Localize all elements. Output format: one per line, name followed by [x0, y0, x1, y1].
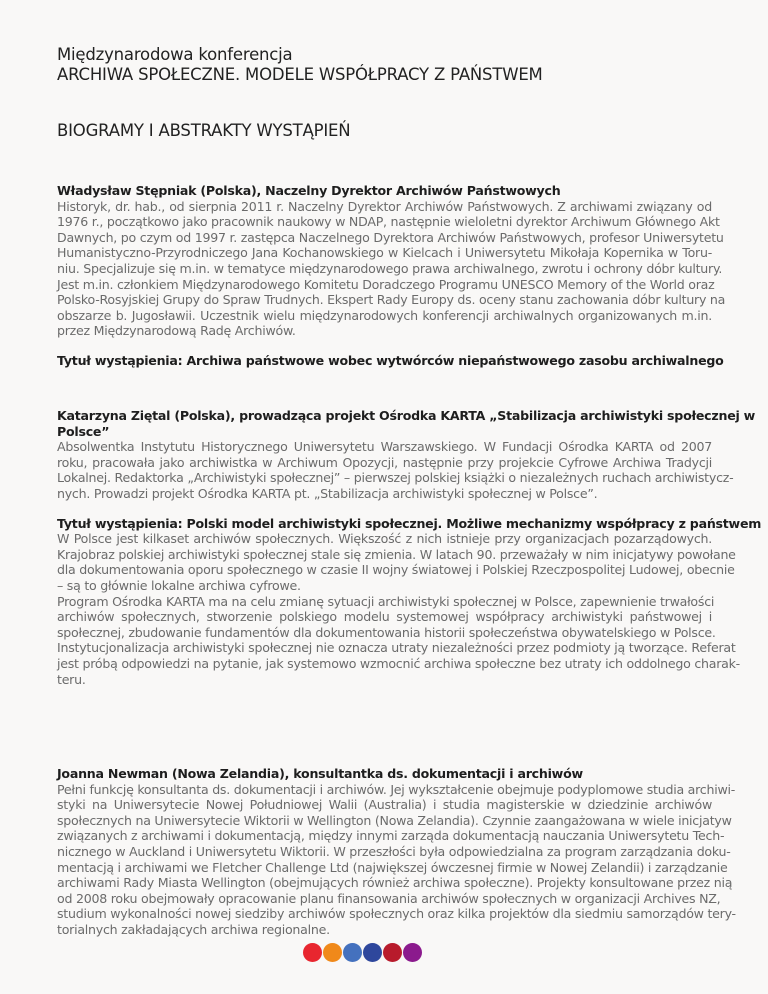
bio-line: Pełni funkcję konsultanta ds. dokumentacji i archiwów. Jej wykształcenie obejmuje podyplomowe studia archiwi-: [57, 781, 736, 797]
conference-label: Międzynarodowa konferencja: [57, 45, 293, 64]
speaker-heading: Polsce”: [57, 423, 110, 439]
bio-line: torialnych zakładających archiwa regionalne.: [57, 921, 330, 937]
bio-line: Absolwentka Instytutu Historycznego Uniwersytetu Warszawskiego. W Fundacji Ośrodka KARTA od 2007: [57, 439, 712, 455]
footer-dot: [343, 943, 362, 962]
section-title: BIOGRAMY I ABSTRAKTY WYSTĄPIEŃ: [57, 121, 351, 140]
bio-line: 1976 r., początkowo jako pracownik naukowy w NDAP, następnie wieloletni dyrektor Archiwum Głównego Akt: [57, 214, 720, 230]
footer-dot: [323, 943, 342, 962]
bio-line: Lokalnej. Redaktorka „Archiwistyki społecznej” – pierwszej polskiej książki o niezależnych ruchach archiwistycz-: [57, 470, 734, 486]
abstract-line: Krajobraz polskiej archiwistyki społecznej stale się zmienia. W latach 90. przeważały w nim inicjatywy powołane: [57, 546, 736, 562]
bio-line: studium wykonalności nowej siedziby archiwów społecznych oraz kilka projektów dla siedmiu samorządów tery-: [57, 906, 736, 922]
bio-line: roku, pracowała jako archiwistka w Archiwum Opozycji, następnie przy projekcie Cyfrowe Archiwa Tradycji: [57, 454, 712, 470]
speaker-section-stepniak: [57, 183, 726, 369]
speaker-heading: Joanna Newman (Nowa Zelandia), konsultantka ds. dokumentacji i archiwów: [57, 766, 583, 781]
speaker-section-newman: [57, 766, 736, 938]
bio-line: nych. Prowadzi projekt Ośrodka KARTA pt. „Stabilizacja archiwistyki społecznej w Polsce”.: [57, 485, 598, 501]
abstract-line: społecznej, zbudowanie fundamentów dla dokumentowania historii społeczeństwa obywatelskiego w Polsce.: [57, 624, 716, 640]
speaker-heading: Władysław Stępniak (Polska), Naczelny Dyrektor Archiwów Państwowych: [57, 183, 561, 198]
bio-line: Polsko-Rosyjskiej Grupy do Spraw Trudnych. Ekspert Rady Europy ds. oceny stanu zachowania dóbr kultury na: [57, 292, 726, 308]
bio-line: przez Międzynarodową Radę Archiwów.: [57, 323, 296, 339]
abstract-line: – są to głównie lokalne archiwa cyfrowe.: [57, 577, 301, 593]
bio-line: Jest m.in. członkiem Międzynarodowego Komitetu Doradczego Programu UNESCO Memory of the World oraz: [57, 276, 715, 292]
abstract-line: teru.: [57, 671, 86, 687]
footer-dot: [363, 943, 382, 962]
talk-title: Tytuł wystąpienia: Archiwa państwowe wobec wytwórców niepaństwowego zasobu archiwalnego: [57, 352, 724, 368]
abstract-line: archiwów społecznych, stworzenie polskiego modelu systemowej współpracy archiwistyki państwowej i: [57, 609, 712, 625]
bio-line: społecznych na Uniwersytecie Wiktorii w Wellington (Nowa Zelandia). Czynnie zaangażowana w wiele inicjatyw: [57, 812, 732, 828]
abstract-line: jest próbą odpowiedzi na pytanie, jak systemowo wzmocnić archiwa społeczne bez utraty ich oddolnego charak-: [57, 655, 740, 671]
bio-line: Humanistyczno-Przyrodniczego Jana Kochanowskiego w Kielcach i Uniwersytetu Mikołaja Kopernika w Toru-: [57, 245, 712, 261]
footer-dot: [403, 943, 422, 962]
bio-line: związanych z archiwami i dokumentacją, między innymi zarząda dokumentacją nauczania Uniwersytetu Tech-: [57, 828, 725, 844]
abstract-line: dla dokumentowania oporu społecznego w czasie II wojny światowej i Polskiej Rzeczpospolitej Ludowej, obecnie: [57, 562, 735, 578]
bio-line: Historyk, dr. hab., od sierpnia 2011 r. Naczelny Dyrektor Archiwów Państwowych. Z archiwami związany od: [57, 198, 712, 214]
bio-line: obszarze b. Jugosławii. Uczestnik wielu międzynarodowych konferencji archiwalnych organizowanych m.in.: [57, 307, 712, 323]
bio-line: Dawnych, po czym od 1997 r. zastępca Naczelnego Dyrektora Archiwów Państwowych, profesor Uniwersytetu: [57, 229, 724, 245]
bio-line: od 2008 roku obejmowały opracowanie planu finansowania archiwów społecznych w organizacji Archives NZ,: [57, 890, 721, 906]
footer-dots: [303, 943, 422, 962]
abstract-line: Program Ośrodka KARTA ma na celu zmianę sytuacji archiwistyki społecznej w Polsce, zapewnienie trwałości: [57, 593, 715, 609]
bio-line: archiwami Rady Miasta Wellington (obejmujących również archiwa społeczne). Projekty konsultowane przez nią: [57, 875, 733, 891]
bio-line: niu. Specjalizuje się m.in. w tematyce międzynarodowego prawa archiwalnego, zwrotu i ochrony dóbr kultury.: [57, 260, 723, 276]
talk-title: Tytuł wystąpienia: Polski model archiwistyki społecznej. Możliwe mechanizmy współpracy z państwem: [57, 515, 762, 531]
abstract-line: W Polsce jest kilkaset archiwów społecznych. Większość z nich istnieje przy organizacjach pozarządowych.: [57, 531, 712, 547]
bio-line: mentacją i archiwami we Fletcher Challenge Ltd (największej ówczesnej firmie w Nowej Zelandii) i zarządzanie: [57, 859, 728, 875]
footer-dot: [303, 943, 322, 962]
bio-line: nicznego w Auckland i Uniwersytetu Wiktorii. W przeszłości była odpowiedzialna za program zarządzania doku-: [57, 843, 731, 859]
bio-line: styki na Uniwersytecie Nowej Południowej Walii (Australia) i studia magisterskie w dziedzinie archiwów: [57, 797, 712, 813]
conference-title: ARCHIWA SPOŁECZNE. MODELE WSPÓŁPRACY Z PAŃSTWEM: [57, 65, 543, 84]
speaker-heading: Katarzyna Ziętal (Polska), prowadząca projekt Ośrodka KARTA „Stabilizacja archiwistyki społecznej w: [57, 408, 756, 423]
abstract-line: Instytucjonalizacja archiwistyki społecznej nie oznacza utraty niezależności przez podmioty ją tworzące. Referat: [57, 640, 736, 656]
footer-dot: [383, 943, 402, 962]
speaker-section-zietal: [57, 408, 762, 687]
